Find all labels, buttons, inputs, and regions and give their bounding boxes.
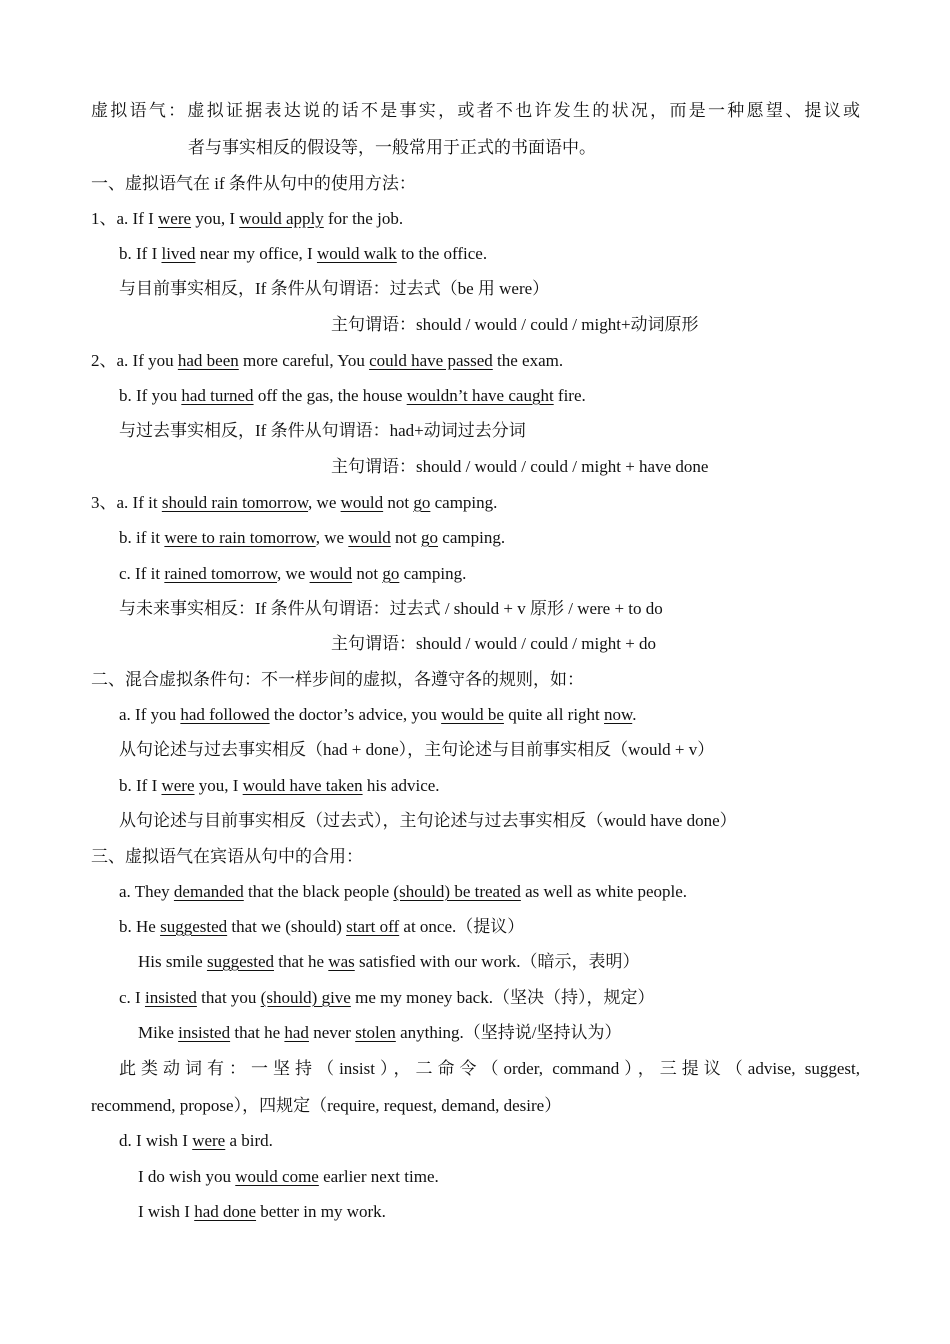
text-segment: anything.（坚持说/坚持认为） [395, 1023, 622, 1042]
text-line [119, 598, 663, 620]
text-segment: not [390, 528, 422, 547]
underlined-term: was [328, 952, 355, 971]
text-line [119, 385, 586, 407]
text-segment: 主句谓语：should / would / could / might + have done [331, 457, 709, 476]
text-line [119, 527, 505, 549]
underlined-term: go [382, 564, 400, 583]
text-segment: to the office. [396, 244, 488, 263]
text-segment: 从句论述与目前事实相反（过去式），主句论述与过去事实相反（would have done） [119, 811, 737, 830]
text-segment: you, I [191, 209, 240, 228]
text-segment: d. I wish I [119, 1131, 193, 1150]
underlined-term: were [161, 776, 195, 795]
underlined-term: lived [161, 244, 196, 263]
text-segment: near my office, I [195, 244, 317, 263]
text-line [188, 137, 596, 159]
underlined-term: had followed [180, 705, 270, 724]
text-segment: that we (should) [227, 917, 347, 936]
text-segment: I wish I [138, 1202, 195, 1221]
underlined-term: now [604, 705, 633, 724]
underlined-term: had been [177, 351, 239, 370]
underlined-term: were to rain tomorrow [164, 528, 316, 547]
underlined-term: go [421, 528, 439, 547]
underlined-term: would [348, 528, 391, 547]
text-segment: 主句谓语：should / would / could / might+动词原形 [331, 315, 699, 334]
text-segment: , we [308, 493, 341, 512]
underlined-term: insisted [144, 988, 197, 1007]
text-segment: 三、虚拟语气在宾语从句中的合用： [91, 847, 363, 866]
text-segment: . [632, 705, 637, 724]
text-segment: quite all right [503, 705, 605, 724]
text-segment: a bird. [225, 1131, 273, 1150]
underlined-term: were [158, 209, 192, 228]
text-line [119, 563, 466, 585]
underlined-term: would be [441, 705, 504, 724]
text-line [138, 951, 639, 973]
text-line [119, 1058, 860, 1080]
text-line [91, 350, 563, 372]
underlined-term: (should) give [260, 988, 351, 1007]
text-segment: his advice. [362, 776, 440, 795]
text-segment: a. If you [119, 705, 181, 724]
text-segment: 者与事实相反的假设等，一般常用于正式的书面语中。 [188, 138, 596, 157]
text-segment: more careful, You [238, 351, 370, 370]
underlined-term: stolen [355, 1023, 396, 1042]
text-segment: that he [274, 952, 329, 971]
underlined-term: start off [346, 917, 400, 936]
underlined-term: would [340, 493, 384, 512]
underlined-term: suggested [206, 952, 274, 971]
text-segment: the doctor’s advice, you [269, 705, 442, 724]
text-segment: 3、a. If it [91, 493, 162, 512]
text-line [91, 208, 403, 230]
text-segment: 虚拟语气：虚拟证据表达说的话不是事实，或者不也许发生的状况，而是一种愿望、提议或 [91, 101, 860, 120]
underlined-term: go [413, 493, 431, 512]
text-segment: camping. [438, 528, 506, 547]
text-line [331, 633, 656, 655]
text-segment: off the gas, the house [253, 386, 407, 405]
text-segment: b. If I [119, 776, 162, 795]
text-line [119, 916, 524, 938]
text-segment: satisfied with our work.（暗示，表明） [354, 952, 640, 971]
text-line [331, 456, 708, 478]
text-line [91, 846, 363, 868]
underlined-term: rained tomorrow [164, 564, 277, 583]
text-line [138, 1022, 622, 1044]
text-segment: 与目前事实相反，If 条件从句谓语：过去式（be 用 were） [119, 279, 550, 298]
text-segment: a. They [119, 882, 174, 901]
text-segment: b. if it [119, 528, 165, 547]
text-line [119, 243, 487, 265]
underlined-term: (should) be treated [393, 882, 521, 901]
text-segment: 二、混合虚拟条件句：不一样步间的虚拟，各遵守各的规则，如： [91, 670, 584, 689]
text-segment: that the black people [243, 882, 394, 901]
text-line [138, 1166, 439, 1188]
text-line [119, 881, 687, 903]
text-segment: earlier next time. [318, 1167, 439, 1186]
text-segment: b. He [119, 917, 161, 936]
text-segment: recommend, propose），四规定（require, request, demand, desire） [91, 1096, 562, 1115]
text-segment: not [352, 564, 383, 583]
underlined-term: were [192, 1131, 226, 1150]
underlined-term: insisted [178, 1023, 231, 1042]
underlined-term: had done [194, 1202, 257, 1221]
text-segment: Mike [138, 1023, 179, 1042]
text-segment: for the job. [323, 209, 404, 228]
text-segment: 一、虚拟语气在 if 条件从句中的使用方法： [91, 174, 416, 193]
underlined-term: would [309, 564, 353, 583]
text-segment: His smile [138, 952, 207, 971]
text-segment: not [383, 493, 414, 512]
text-line [331, 314, 699, 336]
text-line [119, 1130, 273, 1152]
text-segment: b. If you [119, 386, 182, 405]
text-segment: c. If it [119, 564, 165, 583]
underlined-term: wouldn’t have caught [406, 386, 554, 405]
text-segment: camping. [399, 564, 467, 583]
text-line [91, 100, 860, 122]
text-segment: c. I [119, 988, 145, 1007]
text-segment: camping. [430, 493, 498, 512]
text-line [119, 987, 654, 1009]
underlined-term: would apply [239, 209, 324, 228]
text-segment: that you [196, 988, 261, 1007]
underlined-term: could have passed [369, 351, 493, 370]
text-segment: me my money back.（坚决（持），规定） [350, 988, 655, 1007]
underlined-term: would have taken [242, 776, 363, 795]
text-segment: that he [230, 1023, 285, 1042]
text-segment: as well as white people. [520, 882, 688, 901]
text-segment: 主句谓语：should / would / could / might + do [331, 634, 657, 653]
text-segment: 2、a. If you [91, 351, 178, 370]
text-segment: 与过去事实相反，If 条件从句谓语：had+动词过去分词 [119, 421, 526, 440]
underlined-term: would walk [316, 244, 397, 263]
text-segment: , we [315, 528, 349, 547]
text-segment: better in my work. [256, 1202, 386, 1221]
text-line [91, 492, 497, 514]
text-line [119, 775, 440, 797]
text-line [119, 739, 714, 761]
text-segment: 1、a. If I [91, 209, 159, 228]
text-segment: I do wish you [138, 1167, 236, 1186]
underlined-term: had turned [181, 386, 254, 405]
underlined-term: suggested [160, 917, 228, 936]
text-line [91, 1095, 561, 1117]
underlined-term: demanded [173, 882, 244, 901]
underlined-term: had [284, 1023, 309, 1042]
text-segment: never [308, 1023, 356, 1042]
text-segment: the exam. [492, 351, 564, 370]
text-line [119, 810, 737, 832]
text-segment: b. If I [119, 244, 162, 263]
text-segment: 此类动词有：一坚持（insist），二命令（order, command），三提议（advise, suggest, [119, 1059, 860, 1078]
underlined-term: would come [235, 1167, 319, 1186]
text-line [138, 1201, 386, 1223]
text-segment: at once.（提议） [399, 917, 525, 936]
text-line [119, 278, 549, 300]
text-line [91, 669, 584, 691]
text-segment: 与未来事实相反：If 条件从句谓语：过去式 / should + v 原形 / were + to do [119, 599, 663, 618]
text-line [119, 420, 526, 442]
text-segment: fire. [553, 386, 586, 405]
text-line [91, 173, 416, 195]
text-line [119, 704, 636, 726]
text-segment: 从句论述与过去事实相反（had + done），主句论述与目前事实相反（would + v） [119, 740, 715, 759]
text-segment: you, I [194, 776, 243, 795]
text-segment: , we [277, 564, 310, 583]
underlined-term: should rain tomorrow [161, 493, 309, 512]
